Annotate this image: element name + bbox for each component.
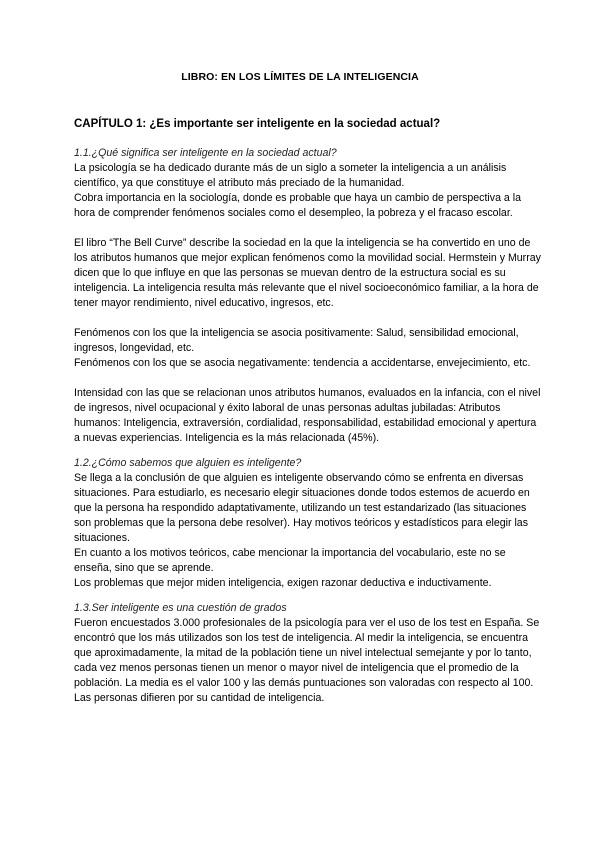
chapter-title: CAPÍTULO 1: ¿Es importante ser inteligente en la sociedad actual? [74, 118, 441, 130]
paragraph: Fenómenos con los que la inteligencia se asocia positivamente: Salud, sensibilidad emocional, ingresos, longevidad, etc. [74, 327, 519, 354]
section-heading-1-2: 1.2.¿Cómo sabemos que alguien es inteligente? [74, 457, 302, 469]
paragraph: Cobra importancia en la sociología, donde es probable que haya un cambio de perspectiva a la hora de comprender fenómenos sociales como el desempleo, la pobreza y el fracaso escolar. [74, 192, 521, 219]
document-body [74, 146, 542, 706]
paragraph: En cuanto a los motivos teóricos, cabe mencionar la importancia del vocabulario, este no se enseña, sino que se aprende. [74, 547, 506, 574]
paragraph: Se llega a la conclusión de que alguien es inteligente observando cómo se enfrenta en diversas situaciones. Para estudiarlo, es necesario elegir situaciones donde todos estemos de acuerdo en que la persona ha respondido adaptativamente, utilizando un test estandarizado (las situaciones son problemas que la persona debe resolver). Hay motivos teóricos y estadísticos para elegir las situaciones. [74, 472, 530, 544]
paragraph: Los problemas que mejor miden inteligencia, exigen razonar deductiva e inductivamente. [74, 577, 492, 589]
paragraph: Las personas difieren por su cantidad de inteligencia. [74, 692, 325, 704]
section-heading-1-1: 1.1.¿Qué significa ser inteligente en la sociedad actual? [74, 147, 337, 159]
paragraph: Fenómenos con los que se asocia negativamente: tendencia a accidentarse, envejecimiento, etc. [74, 357, 531, 369]
paragraph: La psicología se ha dedicado durante más de un siglo a someter la inteligencia a un análisis científico, ya que constituye el atributo más preciado de la humanidad. [74, 162, 507, 189]
section-heading-1-3: 1.3.Ser inteligente es una cuestión de grados [74, 602, 287, 614]
paragraph: El libro “The Bell Curve” describe la sociedad en la que la inteligencia se ha convertido en uno de los atributos humanos que mejor explican fenómenos como la movilidad social. Hermstein y Murray dicen que lo que influye en que las personas se muevan dentro de la estructura social es su inteligencia. La inteligencia resulta más relevante que el nivel socioeconómico familiar, a la hora de tener mayor rendimiento, nivel educativo, ingresos, etc. [74, 237, 541, 309]
book-title: LIBRO: EN LOS LÍMITES DE LA INTELIGENCIA [181, 71, 419, 83]
paragraph: Intensidad con las que se relacionan unos atributos humanos, evaluados en la infancia, con el nivel de ingresos, nivel ocupacional y éxito laboral de unas personas adultas jubiladas: Atributos humanos: Inteligencia, extraversión, cordialidad, responsabilidad, estabilidad emocional y apertura a nuevas experiencias. Inteligencia es la más relacionada (45%). [74, 387, 541, 444]
paragraph: Fueron encuestados 3.000 profesionales de la psicología para ver el uso de los test en España. Se encontró que los más utilizados son los test de inteligencia. Al medir la inteligencia, se encuentra que aproximadamente, la mitad de la población tiene un nivel intelectual semejante y por lo tanto, cada vez menos personas tienen un menor o mayor nivel de inteligencia que el promedio de la población. La media es el valor 100 y las demás puntuaciones son valoradas con respecto al 100. [74, 617, 540, 689]
